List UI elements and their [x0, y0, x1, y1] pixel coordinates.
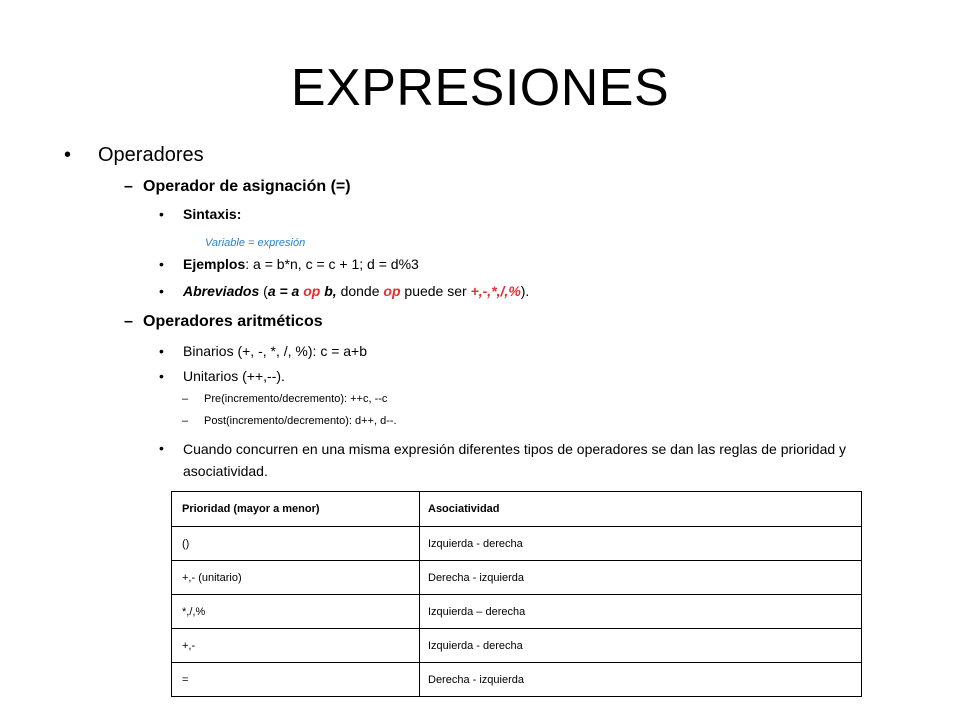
cell-asociatividad: Izquierda – derecha	[420, 595, 862, 629]
header-asociatividad: Asociatividad	[420, 492, 862, 527]
cell-asociatividad: Derecha - izquierda	[420, 663, 862, 697]
cell-asociatividad: Derecha - izquierda	[420, 561, 862, 595]
bullet-marker: •	[159, 283, 164, 299]
abrev-a: a = a	[267, 283, 304, 299]
dash-pre	[182, 393, 388, 405]
bullet-binarios	[159, 343, 368, 359]
abrev-close: ).	[520, 283, 530, 299]
abrev-puede: puede ser	[400, 283, 471, 299]
subheading-text: Operadores aritméticos	[143, 313, 323, 330]
table-row	[172, 561, 862, 595]
bullet-text: Operadores	[98, 144, 204, 166]
bullet-text	[183, 256, 419, 272]
bullet-cuando	[159, 440, 164, 456]
sintaxis-value	[205, 233, 305, 251]
cell-prioridad: =	[172, 663, 420, 697]
bullet-sintaxis	[159, 206, 242, 222]
priority-table	[171, 491, 862, 697]
sintaxis-code: Variable = expresión	[205, 237, 306, 249]
abrev-open: (	[259, 283, 268, 299]
ejemplos-value: : a = b*n, c = c + 1; d = d%3	[245, 256, 419, 272]
cell-prioridad: +,-	[172, 629, 420, 663]
bullet-operadores	[64, 144, 204, 167]
ejemplos-label: Ejemplos	[183, 256, 246, 272]
dash-marker: –	[182, 393, 189, 405]
bullet-abreviados	[159, 283, 530, 299]
bullet-cuando-text: Cuando concurren en una misma expresión diferentes tipos de operadores se dan las reglas de prioridad y asociatividad.	[183, 441, 847, 479]
dash-marker: –	[124, 313, 133, 330]
bullet-text: Sintaxis:	[183, 206, 242, 222]
subheading-asignacion	[124, 178, 351, 196]
abrev-op2: op	[383, 283, 401, 299]
bullet-marker: •	[159, 440, 164, 456]
dash-text: Post(incremento/decremento): d++, d--.	[204, 415, 397, 427]
bullet-text: Unitarios (++,--).	[183, 368, 285, 384]
table-row	[172, 663, 862, 697]
abrev-b: b,	[320, 283, 337, 299]
cell-prioridad: ()	[172, 527, 420, 561]
dash-marker: –	[182, 415, 189, 427]
abrev-mid: donde	[336, 283, 384, 299]
dash-marker: –	[124, 178, 133, 195]
bullet-text: Binarios (+, -, *, /, %): c = a+b	[183, 343, 368, 359]
table-header-row	[172, 492, 862, 527]
cell-asociatividad: Izquierda - derecha	[420, 527, 862, 561]
bullet-marker: •	[159, 368, 164, 384]
subheading-text: Operador de asignación (=)	[143, 178, 351, 195]
bullet-text	[183, 283, 529, 299]
abrev-label: Abreviados	[183, 283, 260, 299]
table-row	[172, 595, 862, 629]
slide-title: EXPRESIONES	[290, 59, 670, 117]
dash-text: Pre(incremento/decremento): ++c, --c	[204, 393, 388, 405]
cell-prioridad: *,/,%	[172, 595, 420, 629]
bullet-marker: •	[159, 343, 164, 359]
subheading-aritmeticos	[124, 313, 323, 331]
bullet-marker: •	[64, 144, 72, 166]
bullet-unitarios	[159, 368, 285, 384]
cell-prioridad: +,- (unitario)	[172, 561, 420, 595]
dash-post	[182, 415, 397, 427]
table-row	[172, 527, 862, 561]
abrev-ops: +,-,*,/,%	[470, 283, 521, 299]
bullet-marker: •	[159, 206, 164, 222]
bullet-ejemplos	[159, 256, 419, 272]
cell-asociatividad: Izquierda - derecha	[420, 629, 862, 663]
bullet-marker: •	[159, 256, 164, 272]
header-prioridad: Prioridad (mayor a menor)	[172, 492, 420, 527]
table-row	[172, 629, 862, 663]
abrev-op: op	[303, 283, 321, 299]
